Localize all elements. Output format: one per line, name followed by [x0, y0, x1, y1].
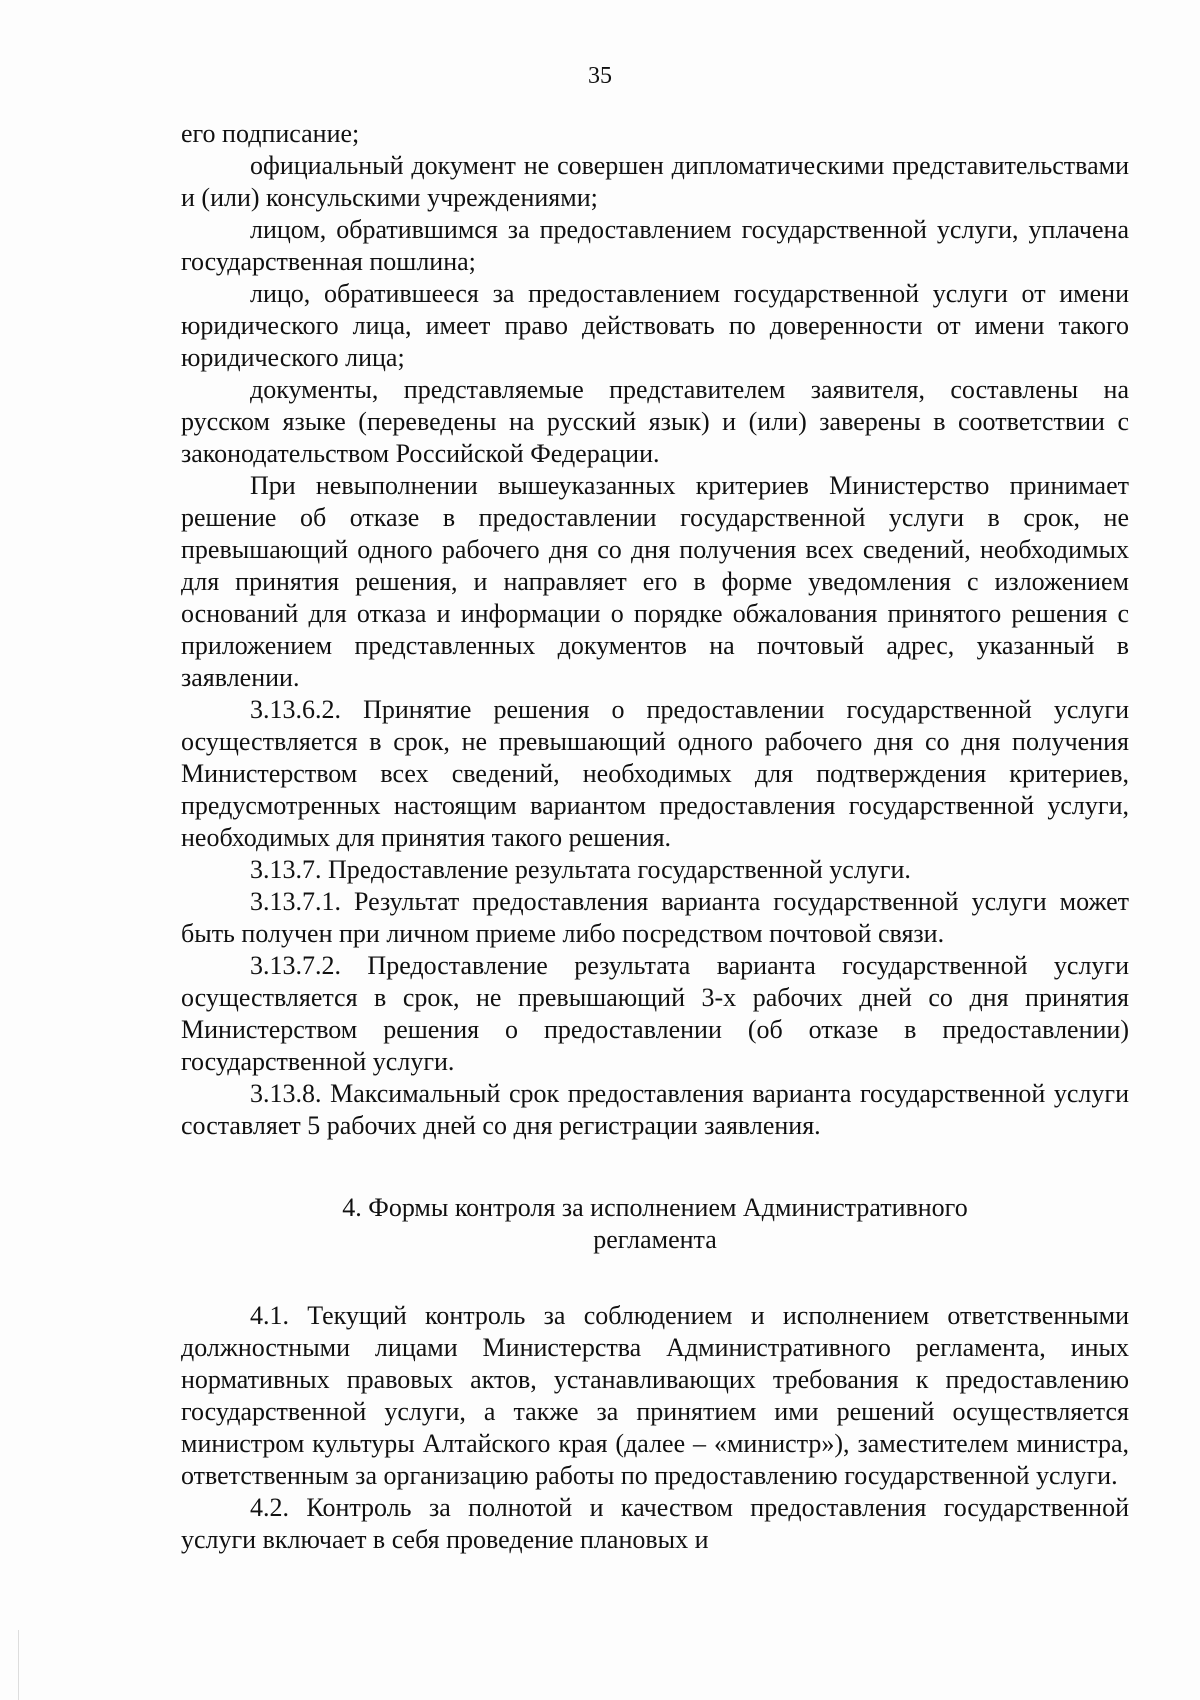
- paragraph: 3.13.7.2. Предоставление результата варианта государственной услуги осуществляется в срок, не превышающий 3-х рабочих дней со дня принятия Министерством решения о предоставлении (об отказе в предоставлении) государственной услуги.: [181, 951, 1129, 1076]
- paragraph: официальный документ не совершен дипломатическими представительствами и (или) консульскими учреждениями;: [181, 151, 1129, 212]
- paragraph: 3.13.7.1. Результат предоставления варианта государственной услуги может быть получен при личном приеме либо посредством почтовой связи.: [181, 887, 1129, 948]
- paragraph: лицо, обратившееся за предоставлением государственной услуги от имени юридического лица, имеет право действовать по доверенности от имени такого юридического лица;: [181, 279, 1129, 372]
- paragraph: При невыполнении вышеуказанных критериев Министерство принимает решение об отказе в предоставлении государственной услуги в срок, не превышающий одного рабочего дня со дня получения всех сведений, необходимых для принятия решения, и направляет его в форме уведомления с изложением оснований для отказа и информации о порядке обжалования принятого решения с приложением представленных документов на почтовый адрес, указанный в заявлении.: [181, 471, 1129, 692]
- paragraph: 4.2. Контроль за полнотой и качеством предоставления государственной услуги включает в себя проведение плановых и: [181, 1493, 1129, 1554]
- paragraph: его подписание;: [181, 119, 360, 148]
- section-heading: [181, 1192, 1129, 1256]
- section-heading-line: регламента: [593, 1225, 717, 1254]
- paragraph: 3.13.8. Максимальный срок предоставления варианта государственной услуги составляет 5 рабочих дней со дня регистрации заявления.: [181, 1079, 1129, 1140]
- paragraph: документы, представляемые представителем заявителя, составлены на русском языке (переведены на русский язык) и (или) заверены в соответствии с законодательством Российской Федерации.: [181, 375, 1129, 468]
- scan-edge-line: [18, 1630, 19, 1700]
- paragraph: 3.13.7. Предоставление результата государственной услуги.: [250, 855, 911, 884]
- paragraph: 4.1. Текущий контроль за соблюдением и исполнением ответственными должностными лицами Министерства Административного регламента, иных нормативных правовых актов, устанавливающих требования к предоставлению государственной услуги, а также за принятием ими решений осуществляется министром культуры Алтайского края (далее – «министр»), заместителем министра, ответственным за организацию работы по предоставлению государственной услуги.: [181, 1301, 1129, 1490]
- document-body: [181, 118, 1129, 1556]
- page-number: 35: [588, 63, 612, 89]
- paragraph: 3.13.6.2. Принятие решения о предоставлении государственной услуги осуществляется в срок, не превышающий одного рабочего дня со дня получения Министерством всех сведений, необходимых для подтверждения критериев, предусмотренных настоящим вариантом предоставления государственной услуги, необходимых для принятия такого решения.: [181, 695, 1129, 852]
- paragraph: лицом, обратившимся за предоставлением государственной услуги, уплачена государственная пошлина;: [181, 215, 1129, 276]
- section-heading-line: 4. Формы контроля за исполнением Административного: [342, 1193, 968, 1222]
